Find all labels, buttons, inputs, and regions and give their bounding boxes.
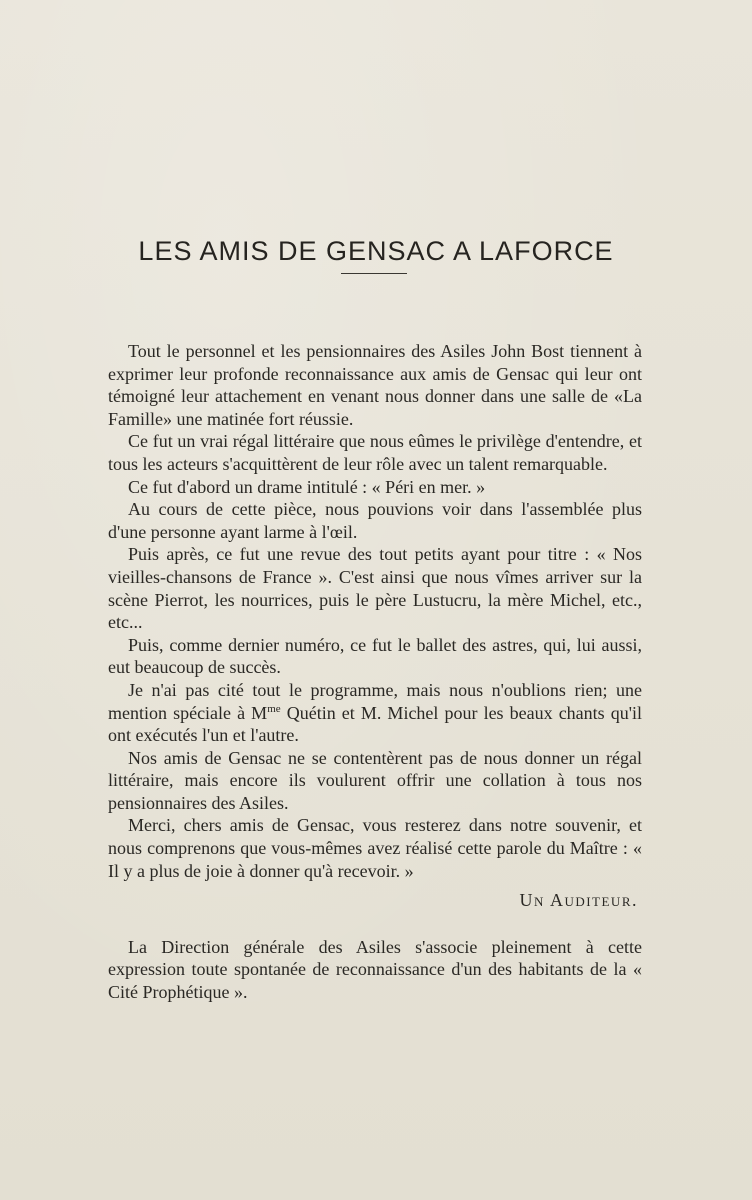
- paragraph-text: Je n'ai pas cité tout le programme, mais nous n'oublions rien; une mention spéciale à M: [108, 679, 642, 723]
- paragraph: Puis, comme dernier numéro, ce fut le ballet des astres, qui, lui aussi, eut beaucoup de succès.: [108, 634, 642, 678]
- editorial-note: La Direction générale des Asiles s'associe pleinement à cette expression toute spontanée de reconnaissance d'un des habitants de la « Cité Prophétique ».: [108, 936, 642, 1003]
- paragraph: Tout le personnel et les pensionnaires des Asiles John Bost tiennent à exprimer leur profonde reconnaissance aux amis de Gensac qui leur ont témoigné leur attachement en venant nous donner dans une salle de «La Famille» une matinée fort réussie.: [108, 341, 642, 429]
- paragraph: Au cours de cette pièce, nous pouvions voir dans l'assemblée plus d'une personne ayant larme à l'œil.: [108, 499, 642, 542]
- paragraph-text: Quétin et M. Michel pour les beaux chants qu'il ont exécutés l'un et l'autre.: [108, 702, 643, 746]
- superscript-abbreviation: me: [267, 702, 281, 715]
- paragraph: Nos amis de Gensac ne se contentèrent pas de nous donner un régal littéraire, mais encore ils voulurent offrir une collation à tous nos pensionnaires des Asiles.: [108, 747, 642, 813]
- article-body: [108, 340, 642, 1004]
- paragraph: Merci, chers amis de Gensac, vous resterez dans notre souvenir, et nous comprenons que vous-mêmes avez réalisé cette parole du Maître : « Il y a plus de joie à donner qu'à recevoir. »: [108, 815, 642, 881]
- paragraph: Puis après, ce fut une revue des tout petits ayant pour titre : « Nos vieilles-chansons de France ». C'est ainsi que nous vîmes arriver sur la scène Pierrot, les nourrices, puis le père Lustucru, la mère Michel, etc., etc...: [108, 544, 642, 633]
- title-divider: [341, 273, 407, 274]
- signature: Un Auditeur.: [519, 890, 638, 911]
- paragraph: Ce fut un vrai régal littéraire que nous eûmes le privilège d'entendre, et tous les acteurs s'acquittèrent de leur rôle avec un talent remarquable.: [108, 431, 642, 474]
- paragraph: Ce fut d'abord un drame intitulé : « Péri en mer. »: [128, 476, 486, 497]
- paragraph: [108, 679, 642, 747]
- article-title: LES AMIS DE GENSAC A LAFORCE: [138, 236, 614, 267]
